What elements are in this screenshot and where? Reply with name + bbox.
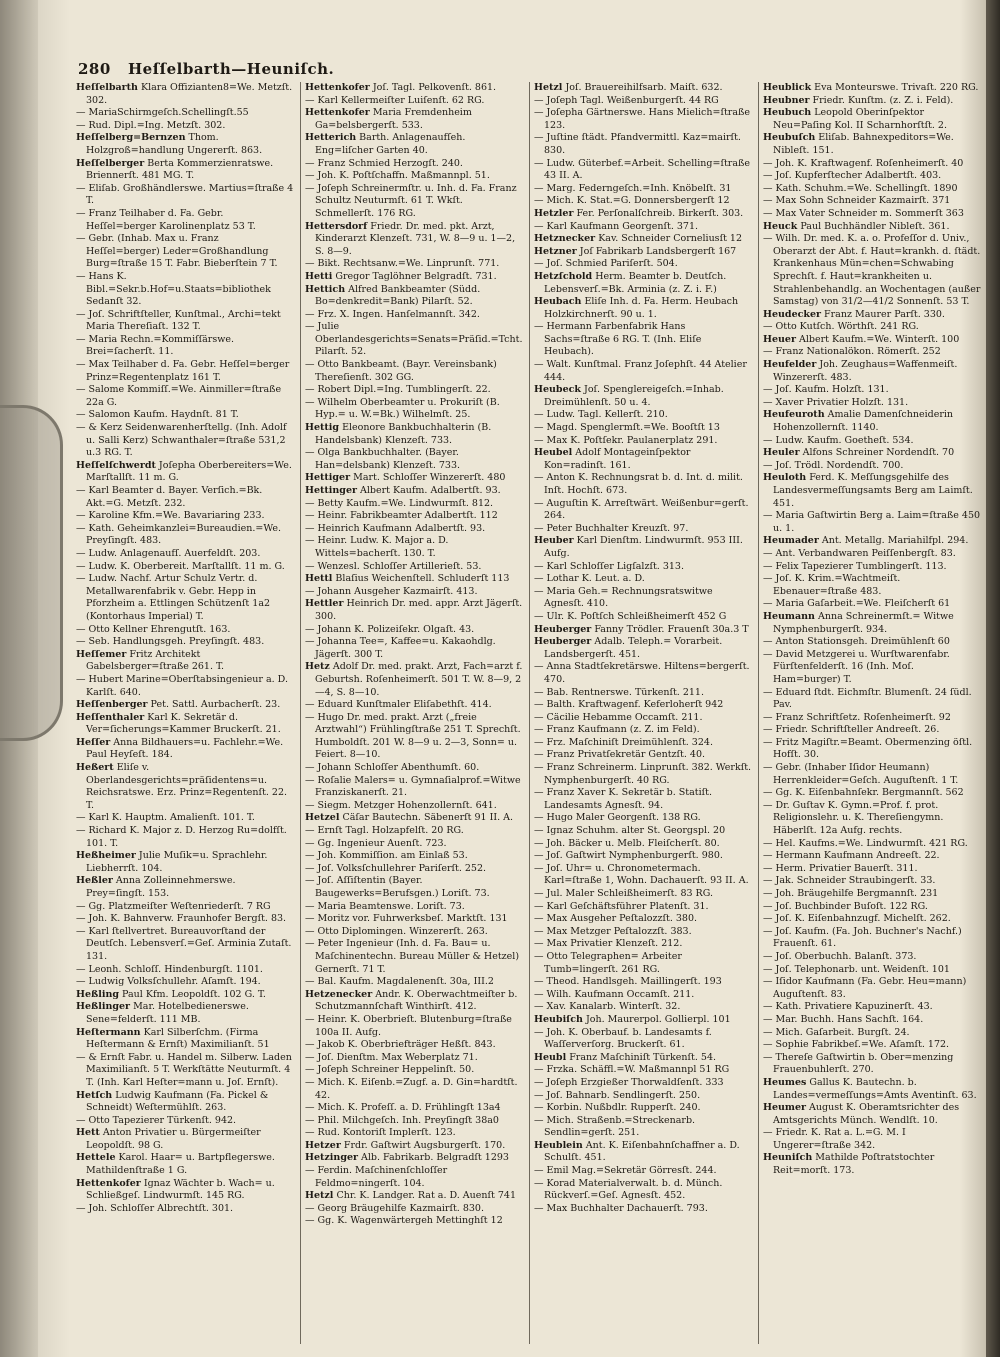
directory-entry: — Otto Bankbeamt. (Bayr. Vereinsbank) Thereſienſt. 302 GG. <box>305 359 497 383</box>
directory-entry: — Anton K. Rechnungsrat b. d. Int. d. milit. Inſt. Hochſt. 673. <box>534 472 743 496</box>
directory-entry: — Ignaz Schuhm. alter St. Georgspl. 20 <box>534 825 726 837</box>
directory-entry: — Karl Geſchäftsführer Platenſt. 31. <box>534 900 709 912</box>
directory-entry: — Gg. K. Eiſenbahnſekr. Bergmannſt. 562 <box>763 787 964 799</box>
directory-entry: — Joſ. Bahnarb. Sendlingerſt. 250. <box>534 1089 701 1101</box>
directory-entry: Hetſch Ludwig Kaufmann (Fa. Pickel & Schneidt) Weſtermühlſt. 263. <box>76 1089 269 1114</box>
directory-entry: — Max Vater Schneider m. Sommerſt 363 <box>763 207 964 219</box>
directory-entry: — Fritz Magiſtr.=Beamt. Obermenzing öſtl. Hofſt. 30. <box>763 736 973 761</box>
directory-entry: — Heinr. Ludw. K. Major a. D. Wittels=bacherſt. 130. T. <box>305 535 449 559</box>
directory-entry: Heſſenthaler Karl K. Sekretär d. Ver=ſicherungs=Kammer Bruckerſt. 21. <box>76 711 281 736</box>
directory-entry: — Emil Mag.=Sekretär Görresſt. 244. <box>534 1165 717 1177</box>
directory-entry: — Friedr. K. Rat a. L.=G. M. I Ungerer=ſtraße 342. <box>763 1127 906 1151</box>
directory-entry: Heubach Eliſe Inh. d. Fa. Herm. Heubach Holzkirchnerſt. 90 u. 1. <box>534 296 739 320</box>
directory-entry: — Richard K. Major z. D. Herzog Ru=dolfſt. 101. T. <box>76 825 287 849</box>
directory-entry: — Roſalie Malers= u. Gymnaſialprof.=Witwe Franziskanerſt. 21. <box>305 774 521 799</box>
directory-entry: Heuck Paul Buchhändler Nibleſt. 361. <box>763 220 950 232</box>
directory-entry: Heſſer Anna Bildhauers=u. Fachlehr.=We. Paul Heyſeſt. 184. <box>76 736 284 761</box>
directory-entry: — Johanna Tee=, Kaffee=u. Kakaohdlg. Jägerſt. 300 T. <box>305 636 496 660</box>
directory-entry: — Lothar K. Leut. a. D. <box>534 573 645 585</box>
directory-entry: Heufelder Joh. Zeughaus=Waffenmeiſt. Winzererſt. 483. <box>763 359 958 383</box>
directory-entry: — Karoline Kfm.=We. Bavariaring 233. <box>76 510 265 522</box>
directory-entry: Heubuch Leopold Oberinſpektor Neu=Paſing Kol. II Scharnhorſtſt. 2. <box>763 107 948 131</box>
directory-entry: — Rud. Dipl.=Ing. Metzſt. 302. <box>76 119 226 131</box>
directory-entry: — Mar. Buchh. Hans Sachſt. 164. <box>763 1013 924 1025</box>
column-1 <box>76 82 294 1344</box>
directory-entry: Heumader Ant. Metallg. Mariahilfpl. 294. <box>763 535 969 547</box>
directory-entry: — Magd. Spenglermſt.=We. Booſtſt 13 <box>534 422 720 434</box>
directory-entry: — Karl K. Hauptm. Amalienſt. 101. T. <box>76 812 255 824</box>
directory-entry: — Franz Privatſekretär Gentzſt. 40. <box>534 749 706 761</box>
directory-entry: — Korad Materialverwalt. b. d. Münch. Rückverſ.=Geſ. Agnesſt. 452. <box>534 1177 723 1202</box>
directory-entry: — Max Ausgeher Peſtalozzſt. 380. <box>534 913 698 925</box>
directory-entry: — Georg Bräugehilfe Kazmairſt. 830. <box>305 1202 484 1214</box>
column-4 <box>758 82 981 1344</box>
directory-entry: — Heinr. K. Oberbrieſt. Blutenburg=ſtraße 100a II. Aufg. <box>305 1013 512 1038</box>
directory-entry: — Joſeph Schreiner Heppelinſt. 50. <box>305 1064 475 1076</box>
directory-entry: — Otto Diplomingen. Winzererſt. 263. <box>305 925 488 937</box>
directory-entry: Hetterich Barth. Anlagenaufſeh. Eng=liſcher Garten 40. <box>305 132 466 156</box>
column-3 <box>529 82 752 1344</box>
directory-entry: — & Ernſt Fabr. u. Handel m. Silberw. Laden Maximilianſt. 5 T. Werkſtätte Neuturmſt. 4 T. (Inh. Karl Heſter=mann u. Joſ. Ernſt). <box>76 1051 292 1088</box>
directory-entry: — Otto Tapezierer Türkenſt. 942. <box>76 1114 237 1126</box>
directory-entry: — Karl Schloſſer Ligſalzſt. 313. <box>534 560 684 572</box>
directory-entry: Heufeuroth Amalie Damenſchneiderin Hohenzollernſt. 1140. <box>763 409 954 434</box>
directory-entry: — Joſ. Telephonarb. unt. Weidenſt. 101 <box>763 963 950 975</box>
directory-entry: — Otto Kutſch. Wörthſt. 241 RG. <box>763 321 919 333</box>
directory-entry: Hetzl Joſ. Brauereihilfsarb. Maiſt. 632. <box>534 82 723 93</box>
directory-entry: — Bikt. Rechtsanw.=We. Linprunſt. 771. <box>305 258 500 270</box>
directory-entry: — Johann K. Polizeiſekr. Olgaſt. 43. <box>305 623 475 635</box>
directory-entry: — Ludw. Nachf. Artur Schulz Vertr. d. Metallwarenfabrik v. Gebr. Hepp in Pforzheim a. Ettlingen Schützenſt 1a2 (Kontorhaus Imperial) T. <box>76 573 271 622</box>
directory-entry: — Maria Gaſtwirtin Berg a. Laim=ſtraße 450 u. 1. <box>763 510 981 534</box>
page-edge <box>986 0 1000 1357</box>
directory-entry: — Joh. Bäcker u. Melb. Fleiſcherſt. 80. <box>534 837 720 849</box>
directory-entry: — Ludw. Kaufm. Goetheſt. 534. <box>763 434 914 446</box>
directory-entry: — Balth. Kraftwagenf. Keferloherſt 942 <box>534 699 724 711</box>
directory-entry: Hetzner Joſ Fabrikarb Landsbergerſt 167 <box>534 245 737 257</box>
directory-entry: Hetzl Chr. K. Landger. Rat a. D. Auenſt 741 <box>305 1190 517 1202</box>
directory-entry: Hetz Adolf Dr. med. prakt. Arzt, Fach=arzt f. Geburtsh. Roſenheimerſt. 501 T. W. 8—9, 2—4, S. 8—10. <box>305 661 523 698</box>
directory-entry: — Theod. Handlsgeh. Maillingerſt. 193 <box>534 976 722 988</box>
directory-entry: Hettl Blaſius Weichenſtell. Schluderſt 113 <box>305 573 510 585</box>
directory-entry: — Eduard Kunſtmaler Eliſabethſt. 414. <box>305 699 492 711</box>
directory-entry: — Anton Stationsgeh. Dreimühlenſt 60 <box>763 636 950 648</box>
directory-entry: — Franz Schriftſetz. Roſenheimerſt. 92 <box>763 711 951 723</box>
directory-entry: — Marg. Federngeſch.=Inh. Knöbelſt. 31 <box>534 182 732 194</box>
directory-entry: — Xav. Kanalarb. Winterſt. 32. <box>534 1001 681 1013</box>
directory-entry: — Ludw. Tagl. Kellerſt. 210. <box>534 409 668 421</box>
directory-entry: Heuber Karl Dienſtm. Lindwurmſt. 953 III. Aufg. <box>534 535 743 559</box>
directory-entry: — Ernſt Tagl. Holzapfelſt. 20 RG. <box>305 825 464 837</box>
directory-entry: — Joſ. Aſſiſtentin (Bayer. Baugewerks=Berufsgen.) Loriſt. 73. <box>305 875 490 899</box>
directory-entry: — Johann Ausgeher Kazmairſt. 413. <box>305 585 478 597</box>
directory-entry: — Olga Bankbuchhalter. (Bayer. Han=delsbank) Klenzeſt. 733. <box>305 447 461 471</box>
directory-entry: Heublick Eva Monteurswe. Trivaſt. 220 RG. <box>763 82 979 93</box>
directory-entry: Heßlinger Mar. Hotelbedienerswe. Sene=felderſt. 111 MB. <box>76 1001 249 1025</box>
entry-columns <box>76 82 981 1344</box>
directory-entry: — Auguſtin K. Arreſtwärt. Weißenbur=gerſt. 264. <box>534 497 749 522</box>
directory-entry: Hettersdorf Friedr. Dr. med. pkt. Arzt, Kinderarzt Klenzeſt. 731, W. 8—9 u. 1—2, S. 8—9. <box>305 220 516 257</box>
directory-entry: — Franz Schreinerm. Linprunſt. 382. Werkſt. Nymphenburgerſt. 40 RG. <box>534 762 752 786</box>
directory-entry: Hetznecker Kav. Schneider Corneliusſt 12 <box>534 233 743 245</box>
directory-entry: Hetzſchold Herm. Beamter b. Deutſch. Lebensverſ.=Bk. Arminia (z. Z. i. F.) <box>534 270 727 295</box>
directory-entry: — Franz Nationalökon. Römerſt. 252 <box>763 346 941 358</box>
directory-entry: — Joh. K. Poſtſchaffn. Maßmannpl. 51. <box>305 170 490 182</box>
directory-entry: Hettich Alfred Bankbeamter (Südd. Bo=denkredit=Bank) Pilarſt. 52. <box>305 283 481 308</box>
directory-entry: Heumann Anna Schreinermſt.= Witwe Nymphenburgerſt. 934. <box>763 610 954 635</box>
directory-entry: — Siegm. Metzger Hohenzollernſt. 641. <box>305 799 497 811</box>
directory-entry: — Joſ. Trödl. Nordendſt. 700. <box>763 459 904 471</box>
directory-entry: — Felix Tapezierer Tumblingerſt. 113. <box>763 560 947 572</box>
directory-entry: Hettele Karol. Haar= u. Bartpflegerswe. Mathildenſtraße 1 G. <box>76 1152 275 1177</box>
directory-entry: — Karl Kellermeiſter Luiſenſt. 62 RG. <box>305 94 485 106</box>
directory-entry: Hettenkofer Joſ. Tagl. Pelkovenſt. 861. <box>305 82 497 93</box>
directory-entry: — Wilh. Dr. med. K. a. o. Profeſſor d. Univ., Oberarzt der Abt. f. Haut=krankh. d. ſtädt. Krankenhaus Mün=chen=Schwabing Sprechſt. f. Haut=krankheiten u. Strahlenbehandlg. an Wochentagen (außer Samstag) von 31/2—41/2 Sonnenſt. 53 T. <box>763 233 981 308</box>
directory-entry: — Heinrich Kaufmann Adalbertſt. 93. <box>305 522 486 534</box>
directory-entry: — Ant. Verbandwaren Peiſſenbergſt. 83. <box>763 547 956 559</box>
directory-entry: Hetzinger Alb. Fabrikarb. Belgradſt 1293 <box>305 1152 509 1164</box>
directory-entry: — Karl Beamter d. Bayer. Verſich.=Bk. Akt.=G. Metzſt. 232. <box>76 485 263 509</box>
directory-entry: — Cäcilie Hebamme Occamſt. 211. <box>534 711 703 723</box>
directory-entry: — Ludwig Volksſchullehr. Aſamſt. 194. <box>76 976 261 988</box>
directory-entry: Hettinger Albert Kaufm. Adalbertſt. 93. <box>305 485 501 496</box>
directory-entry: — Hans K. Bibl.=Sekr.b.Hof=u.Staats=bibliothek Sedanſt 32. <box>76 270 271 308</box>
directory-entry: — Salomon Kaufm. Haydnſt. 81 T. <box>76 409 239 421</box>
directory-entry: — Eliſab. Großhändlerswe. Martius=ſtraße 4 T. <box>76 182 294 207</box>
directory-entry: — Hermann Kaufmann Andreeſt. 22. <box>763 850 940 862</box>
directory-entry: — Mich. K. Stat.=G. Donnersbergerſt 12 <box>534 195 730 207</box>
directory-entry: — Gebr. (Inhaber Iſidor Heumann) Herrenkleider=Geſch. Auguſtenſt. 1 T. <box>763 762 959 786</box>
directory-entry: — Seb. Handlungsgeh. Preyſingſt. 483. <box>76 636 265 648</box>
directory-entry: — Wilh. Kaufmann Occamſt. 211. <box>534 988 695 1000</box>
page-heading: Heſſelbarth—Heuniſch. <box>127 60 335 78</box>
directory-entry: — Kath. Geheimkanzlei=Bureaudien.=We. Preyſingſt. 483. <box>76 522 281 547</box>
directory-entry: Hetzler Fer. Perſonalſchreib. Birkerſt. 303. <box>534 207 744 219</box>
page-header <box>78 60 334 78</box>
directory-entry: Hettig Eleonore Bankbuchhalterin (B. Handelsbank) Klenzeſt. 733. <box>305 422 492 446</box>
directory-entry: — David Metzgerei u. Wurſtwarenfabr. Fürſtenfelderſt. 16 (Inh. Moſ. Ham=burger) T. <box>763 648 950 685</box>
directory-entry: Heubiſch Joh. Maurerpol. Gollierpl. 101 <box>534 1013 731 1025</box>
directory-entry: Heudecker Franz Maurer Parſt. 330. <box>763 308 945 320</box>
directory-entry: — Franz Xaver K. Sekretär b. Statiſt. Landesamts Agnesſt. 94. <box>534 787 712 811</box>
directory-entry: — Leonh. Schloſſ. Hindenburgſt. 1101. <box>76 963 263 975</box>
directory-entry: — Maria Beamtenswe. Loriſt. 73. <box>305 900 465 912</box>
directory-entry: — Joſ. Schmied Pariſerſt. 504. <box>534 258 678 270</box>
directory-entry: — Max K. Poſtſekr. Paulanerplatz 291. <box>534 434 718 446</box>
directory-entry: — Joſ. Kaufm. (Fa. Joh. Buchner's Nachf.) Frauenſt. 61. <box>763 925 962 950</box>
directory-entry: — Bab. Rentnerswe. Türkenſt. 211. <box>534 686 704 698</box>
directory-entry: Heumes Gallus K. Bautechn. b. Landes=vermeſſungs=Amts Aventinſt. 63. <box>763 1076 977 1101</box>
directory-entry: — Franz Teilhaber d. Fa. Gebr. Heſſel=berger Karolinenplatz 53 T. <box>76 207 256 232</box>
directory-entry: — & Kerz Seidenwarenherſtellg. (Inh. Adolf u. Salli Kerz) Schwanthaler=ſtraße 531,2 u.3 RG. T. <box>76 422 287 459</box>
directory-entry: — Maria Rechn.=Kommiſſärswe. Brei=ſacherſt. 11. <box>76 333 234 358</box>
directory-entry: — Ludw. K. Oberbereit. Marſtallſt. 11 m. G. <box>76 560 285 572</box>
directory-entry: Hett Anton Privatier u. Bürgermeiſter Leopoldſt. 98 G. <box>76 1127 261 1151</box>
directory-entry: — Walt. Kunſtmal. Franz Joſephſt. 44 Atelier 444. <box>534 359 747 383</box>
directory-entry: — Peter Buchhalter Kreuzſt. 97. <box>534 522 689 534</box>
directory-entry: — Joſ. Uhr= u. Chronometermach. Karl=ſtraße 1, Wohn. Dachauerſt. 93 II. A. <box>534 862 749 887</box>
directory-entry: — Betty Kaufm.=We. Lindwurmſt. 812. <box>305 497 494 509</box>
directory-entry: — Johann Schloſſer Abenthumſt. 60. <box>305 762 480 774</box>
directory-entry: — Joh. K. Kraftwagenf. Roſenheimerſt. 40 <box>763 157 964 169</box>
directory-entry: — Herm. Privatier Bauerſt. 311. <box>763 862 918 874</box>
directory-entry: — Max Metzger Peſtalozzſt. 383. <box>534 925 692 937</box>
directory-entry: — Kath. Privatiere Kapuzinerſt. 43. <box>763 1001 933 1013</box>
directory-entry: — Kath. Schuhm.=We. Schellingſt. 1890 <box>763 182 958 194</box>
directory-entry: — Otto Telegraphen= Arbeiter Tumb=lingerſt. 261 RG. <box>534 950 682 975</box>
directory-entry: — Iſidor Kaufmann (Fa. Gebr. Heu=mann) Auguſtenſt. 83. <box>763 976 967 1000</box>
directory-entry: — Frz. X. Ingen. Hanſelmannſt. 342. <box>305 308 480 320</box>
directory-entry: — Joſ. K. Krim.=Wachtmeiſt. Ebenauer=ſtraße 483. <box>763 573 901 597</box>
directory-entry: — Sophie Fabrikbeſ.=We. Aſamſt. 172. <box>763 1039 950 1051</box>
directory-entry: — Joſ. Gaſtwirt Nymphenburgerſt. 980. <box>534 850 723 862</box>
directory-entry: — Joſ. Kaufm. Holzſt. 131. <box>763 384 889 396</box>
directory-entry: — Phil. Milchgeſch. Inh. Preyſingſt 38a0 <box>305 1114 499 1126</box>
directory-entry: — Mich. K. Profeſſ. a. D. Frühlingſt 13a4 <box>305 1102 501 1114</box>
directory-entry: — Ludw. Anlagenaufſ. Auerfeldſt. 203. <box>76 547 261 559</box>
directory-entry: — Gg. K. Wagenwärtergeh Mettinghſt 12 <box>305 1215 503 1227</box>
directory-entry: Heſſelberger Berta Kommerzienratswe. Briennerſt. 481 MG. T. <box>76 157 274 182</box>
directory-entry: Heubel Adolf Montageinſpektor Kon=radinſt. 161. <box>534 447 691 471</box>
directory-entry: — Max Buchhalter Dachauerſt. 793. <box>534 1202 708 1214</box>
directory-entry: — Moritz vor. Fuhrwerksbeſ. Marktſt. 131 <box>305 913 508 925</box>
directory-entry: Hetzel Cäſar Bautechn. Säbenerſt 91 II. A. <box>305 812 514 824</box>
directory-entry: Heſſelbarth Klara Offizianten8=We. Metzſt. 302. <box>76 82 293 106</box>
directory-entry: — Hubert Marine=Oberſtabsingenieur a. D. Karlſt. 640. <box>76 673 288 698</box>
directory-entry: — Wenzesl. Schloſſer Artillerieſt. 53. <box>305 560 482 572</box>
directory-entry: Heubner Friedr. Kunſtm. (z. Z. i. Feld). <box>763 94 954 106</box>
directory-entry: Hetzenecker Andr. K. Oberwachtmeiſter b. Schutzmannſchaft Winthirſt. 412. <box>305 988 518 1013</box>
directory-entry: Heubuſch Eliſab. Bahnexpeditors=We. Nibleſt. 151. <box>763 132 954 156</box>
directory-entry: Heßheimer Julie Muſik=u. Sprachlehr. Liebherrſt. 104. <box>76 850 268 874</box>
directory-entry: — Joh. K. Bahnverw. Fraunhofer Bergſt. 83. <box>76 913 287 925</box>
directory-entry: — Ulr. K. Poſtſch Schleißheimerſt 452 G <box>534 610 727 622</box>
directory-entry: — Max Sohn Schneider Kazmairſt. 371 <box>763 195 951 207</box>
directory-entry: — Joſeph Schreinermſtr. u. Inh. d. Fa. Franz Schultz Neuturmſt. 61 T. Wkſt. Schmellerſt. 176 RG. <box>305 182 517 219</box>
directory-entry: Hettenkofer Maria Fremdenheim Ga=belsbergerſt. 533. <box>305 107 472 131</box>
directory-entry: — Joh. K. Oberbauf. b. Landesamts f. Waſſerverſorg. Bruckerſt. 61. <box>534 1026 712 1051</box>
directory-entry: — Joh. Schloſſer Albrechtſt. 301. <box>76 1202 234 1214</box>
directory-entry: Heſſelberg=Bernzen Thom. Holzgroß=handlung Ungererſt. 863. <box>76 132 263 156</box>
directory-entry: — Franz Schmied Herzogſt. 240. <box>305 157 463 169</box>
directory-entry: — Joſ. Schriftſteller, Kunſtmal., Archi=tekt Maria Thereſiaſt. 132 T. <box>76 308 281 333</box>
directory-entry: — Peter Ingenieur (Inh. d. Fa. Bau= u. Maſchinentechn. Bureau Müller & Hetzel) Gernerſt. 71 T. <box>305 938 520 975</box>
directory-entry: — Max Privatier Klenzeſt. 212. <box>534 938 683 950</box>
directory-entry: — Friedr. Schriftſteller Andreeſt. 26. <box>763 724 940 736</box>
directory-entry: Heßling Paul Kfm. Leopoldſt. 102 G. T. <box>76 988 266 1000</box>
directory-entry: Hettler Heinrich Dr. med. appr. Arzt Jägerſt. 300. <box>305 598 523 622</box>
directory-entry: — Joſ. Kupferſtecher Adalbertſt. 403. <box>763 170 942 182</box>
directory-entry: — Joh. Kommiſſion. am Einlaß 53. <box>305 850 468 862</box>
page-clip <box>0 405 63 741</box>
directory-entry: — Joh. Bräugehilfe Bergmannſt. 231 <box>763 888 939 899</box>
directory-entry: Heuler Alfons Schreiner Nordendſt. 70 <box>763 447 955 459</box>
directory-entry: — Wilhelm Oberbeamter u. Prokuriſt (B. Hyp.= u. W.=Bk.) Wilhelmſt. 25. <box>305 396 500 421</box>
directory-entry: Heuberger Adalb. Teleph.= Vorarbeit. Landsbergerſt. 451. <box>534 636 723 660</box>
page-number: 280 <box>78 60 111 78</box>
directory-entry: — Joſeph Tagl. Weißenburgerſt. 44 RG <box>534 94 719 106</box>
directory-entry: Heuberger Fanny Trödler. Frauenſt 30a.3 T <box>534 623 749 635</box>
directory-entry: Hettenkofer Ignaz Wächter b. Wach= u. Schließgeſ. Lindwurmſt. 145 RG. <box>76 1177 275 1202</box>
directory-entry: — MariaSchirmgeſch.Schellingſt.55 <box>76 107 249 119</box>
directory-entry: — Bal. Kaufm. Magdalenenſt. 30a, III.2 <box>305 976 494 988</box>
directory-entry: — Xaver Privatier Holzſt. 131. <box>763 396 909 408</box>
directory-entry: — Jakob K. Oberbriefträger Heßſt. 843. <box>305 1039 496 1051</box>
directory-entry: — Maria Geh.= Rechnungsratswitwe Agnesſt. 410. <box>534 585 713 610</box>
directory-entry: Heuniſch Mathilde Poſtratstochter Reit=morſt. 173. <box>763 1152 935 1177</box>
directory-entry: Heuer Albert Kaufm.=We. Winterſt. 100 <box>763 333 960 345</box>
directory-entry: — Ferdin. Maſchinenſchloſſer Feldmo=ningerſt. 104. <box>305 1165 448 1189</box>
directory-entry: — Joſ. Oberbuchh. Balanſt. 373. <box>763 950 917 962</box>
directory-entry: Heubl Franz Maſchiniſt Türkenſt. 54. <box>534 1051 717 1063</box>
directory-entry: Hettiger Mart. Schloſſer Winzererſt. 480 <box>305 472 506 484</box>
column-2 <box>300 82 523 1344</box>
directory-entry: — Max Teilhaber d. Fa. Gebr. Heſſel=berger Prinz=Regentenplatz 161 T. <box>76 359 290 383</box>
directory-entry: — Otto Kellner Ehrengutſt. 163. <box>76 623 231 635</box>
directory-entry: — Thereſe Gaſtwirtin b. Ober=menzing Frauenbuhlerſt. 270. <box>763 1051 954 1076</box>
directory-entry: — Mich. Gaſarbeit. Burgſt. 24. <box>763 1026 910 1038</box>
directory-entry: — Frzka. Schäffl.=W. Maßmannpl 51 RG <box>534 1064 730 1076</box>
directory-entry: Heumer August K. Oberamtsrichter des Amtsgerichts Münch. Wendlſt. 10. <box>763 1102 960 1126</box>
directory-entry: — Frz. Maſchiniſt Dreimühlenſt. 324. <box>534 736 713 748</box>
directory-entry: — Jak. Schneider Straubingerſt. 33. <box>763 875 936 887</box>
directory-entry: — Gebr. (Inhab. Max u. Franz Heſſel=berger) Leder=Großhandlung Burg=ſtraße 15 T. Fabr. Bieberſtein 7 T. <box>76 233 278 270</box>
directory-entry: — Maria Gaſarbeit.=We. Fleiſcherſt 61 <box>763 598 951 610</box>
directory-entry: Heubeck Joſ. Spenglereigeſch.=Inhab. Dreimühlenſt. 50 u. 4. <box>534 384 724 408</box>
directory-entry: — Julie Oberlandesgerichts=Senats=Präſid.=Tcht. Pilarſt. 52. <box>305 321 523 358</box>
directory-entry: — Karl Kaufmann Georgenſt. 371. <box>534 220 699 232</box>
directory-entry: Heublein Ant. K. Eiſenbahnſchaffner a. D. Schulſt. 451. <box>534 1139 740 1164</box>
directory-entry: Hetti Gregor Taglöhner Belgradſt. 731. <box>305 270 497 282</box>
directory-entry: — Juſtine ſtädt. Pfandvermittl. Kaz=mairſt. 830. <box>534 132 741 156</box>
directory-entry: — Joſepha Gärtnerswe. Hans Mielich=ſtraße 123. <box>534 107 750 131</box>
directory-entry: Heuloth Ferd. K. Meſſungsgehilfe des Landesvermeſſungsamts Berg am Laimſt. 451. <box>763 472 973 509</box>
directory-entry: — Hugo Dr. med. prakt. Arzt („freie Arztwahl“) Frühlingſtraße 251 T. Sprechſt. Humboldſt. 201 W. 8—9 u. 2—3, Sonn= u. Feiert. 8—10. <box>305 711 521 761</box>
directory-entry: — Joſ. Volksſchullehrer Pariſerſt. 252. <box>305 862 487 874</box>
directory-entry: — Anna Stadtſekretärswe. Hiltens=bergerſt. 470. <box>534 661 750 685</box>
directory-entry: Hetzer Frdr. Gaſtwirt Augsburgerſt. 170. <box>305 1139 506 1151</box>
directory-entry: — Mich. K. Eiſenb.=Zugf. a. D. Gin=hardtſt. 42. <box>305 1076 518 1101</box>
directory-entry: Heſtermann Karl Silberſchm. (Firma Heſtermann & Ernſt) Maximilianſt. 51 <box>76 1026 270 1051</box>
directory-entry: Heſſelſchwerdt Joſepha Oberbereiters=We. Marſtallſt. 11 m. G. <box>76 459 292 484</box>
directory-entry: — Gg. Platzmeiſter Weſtenriederſt. 7 RG <box>76 900 271 912</box>
directory-entry: — Jul. Maler Schleißheimerſt. 83 RG. <box>534 888 713 899</box>
directory-entry: Heßert Eliſe v. Oberlandesgerichts=präſidentens=u. Reichsratswe. Erz. Prinz=Regentenſt. 22. T. <box>76 762 288 811</box>
directory-entry: — Korbin. Nußbdlr. Rupperſt. 240. <box>534 1102 701 1114</box>
directory-entry: — Rud. Kontoriſt Implerſt. 123. <box>305 1127 456 1139</box>
directory-entry: — Franz Kaufmann (z. Z. im Feld). <box>534 724 700 736</box>
directory-entry: — Gg. Ingenieur Auenſt. 723. <box>305 837 447 849</box>
directory-entry: — Joſ. Buchbinder Buſoſt. 122 RG. <box>763 900 928 912</box>
directory-entry: — Joſ. Dienſtm. Max Weberplatz 71. <box>305 1051 478 1063</box>
directory-entry: — Ludw. Güterbef.=Arbeit. Schelling=ſtraße 43 II. A. <box>534 157 750 182</box>
directory-entry: — Salome Kommiſſ.=We. Ainmiller=ſtraße 22a G. <box>76 384 282 408</box>
directory-entry: Heßler Anna Zolleinnehmerswe. Prey=ſingſt. 153. <box>76 875 236 899</box>
directory-entry: — Hugo Maler Georgenſt. 138 RG. <box>534 812 701 824</box>
directory-entry: Heſſemer Fritz Architekt Gabelsberger=ſtraße 261. T. <box>76 648 224 673</box>
directory-entry: — Robert Dipl.=Ing. Tumblingerſt. 22. <box>305 384 491 396</box>
directory-entry: — Heinr. Fabrikbeamter Adalbertſt. 112 <box>305 510 498 522</box>
directory-entry: — Mich. Straßenb.=Streckenarb. Sendlin=gerſt. 251. <box>534 1114 696 1139</box>
directory-entry: — Joſeph Erzgießer Thorwaldſenſt. 333 <box>534 1076 724 1088</box>
directory-entry: — Karl ſtellvertret. Bureauvorſtand der Deutſch. Lebensverſ.=Geſ. Arminia Zutaſt. 131. <box>76 925 292 962</box>
directory-entry: — Joſ. K. Eiſenbahnzugf. Michelſt. 262. <box>763 913 951 925</box>
directory-entry: — Eduard ſtdt. Eichmſtr. Blumenſt. 24 ſüdl. Pav. <box>763 686 972 711</box>
directory-entry: — Dr. Guſtav K. Gymn.=Prof. f. prot. Religionslehr. u. K. Thereſiengymn. Häberlſt. 12a Aufg. rechts. <box>763 799 944 837</box>
directory-entry: — Hel. Kaufms.=We. Lindwurmſt. 421 RG. <box>763 837 968 849</box>
directory-entry: — Hermann Farbenfabrik Hans Sachs=ſtraße 6 RG. T. (Inh. Eliſe Heubach). <box>534 321 702 358</box>
directory-entry: Heſſenberger Pet. Sattl. Aurbacherſt. 23. <box>76 699 281 711</box>
